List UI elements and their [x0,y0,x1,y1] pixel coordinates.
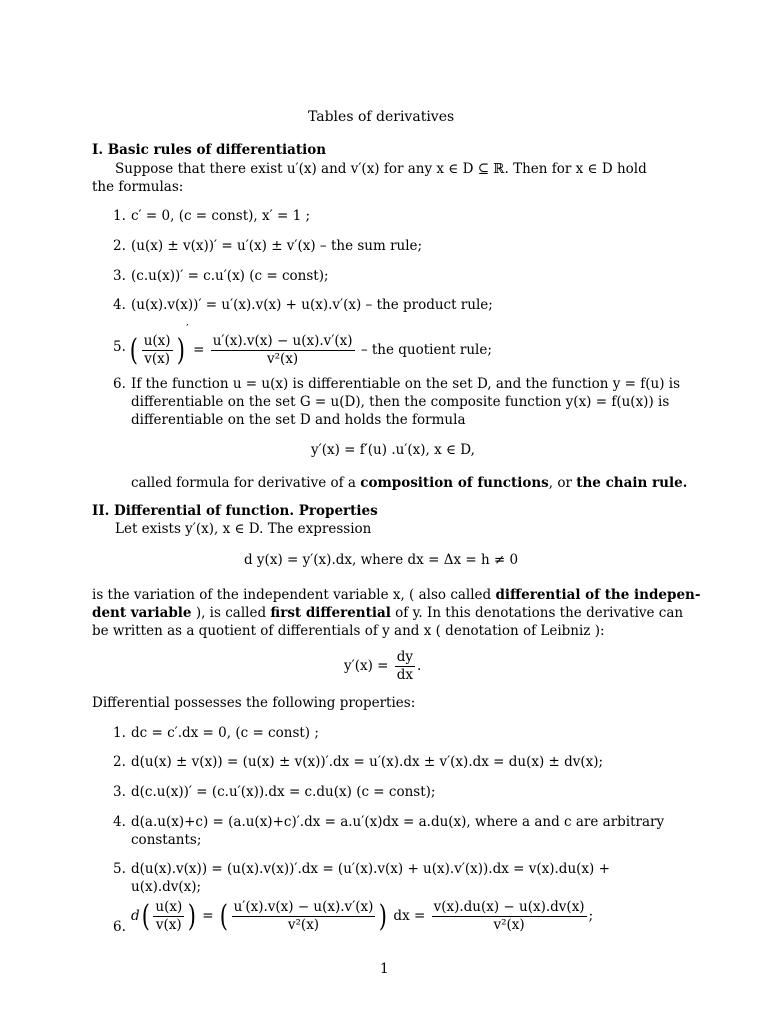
right-paren: ) [379,898,388,934]
property-quotient: d( $\frac{u(x)}{v(x)}$ ) = ( $\frac{u'(x).v(x) - u(x).v'(x)}{\text{v²(x)}}$ ) dx = $\frac{v(x).du(x) - u(x).dv(x)}{\text{v²(x)}}$ ; [131,898,594,934]
paragraph-line-2: dent variable ), is called first differential of y. In this denotations the derivative can [92,605,684,621]
left-paren: ( [129,332,138,368]
fraction: $\frac{dy}{dx}$ [396,649,414,683]
chain-rule-caption: called formula for derivative of a composition of functions, or the chain rule. [131,475,688,491]
fraction: $\frac{u(x)}{v(x)}$ [155,899,183,933]
right-paren: ) [187,898,197,934]
property-number: 4. [113,814,126,830]
property-linear: d(a.u(x)+c) = (a.u(x)+c)′.dx = a.u′(x)dx = a.du(x), where a and c are arbitrary [131,814,665,830]
property-linear-cont: constants; [131,832,202,848]
paragraph-line-3: be written as a quotient of differentials of y and x ( denotation of Leibniz ): [92,623,605,639]
property-sum: d(u(x) ± v(x)) = (u(x) ± v(x))′.dx = u′(x).dx ± v′(x).dx = du(x) ± dv(x); [131,754,604,770]
property-constant: dc = c′.dx = 0, (c = const) ; [131,725,319,741]
rule-sum: (u(x) ± v(x))′ = u′(x) ± v′(x) – the sum rule; [131,238,423,254]
rule-chain-text-3: differentiable on the set D and holds the formula [131,412,466,428]
rule-number: 1. [113,208,126,224]
right-paren: ) [176,332,185,368]
rule-chain-text: If the function u = u(x) is differentiable on the set D, and the function y = f(u) is [131,376,681,392]
property-number: 1. [113,725,126,741]
property-product: d(u(x).v(x)) = (u(x).v(x))′.dx = (u′(x).v(x) + u(x).v′(x)).dx = v(x).du(x) + [131,861,610,877]
leibniz-formula: y′(x) = $\frac{dy}{dx}$ . [344,649,422,683]
rule-number: 5. [113,339,126,355]
rule-number: 6. [113,376,126,392]
property-constant-multiple: d(c.u(x))′ = (c.u′(x)).dx = c.du(x) (c = const); [131,784,436,800]
rule-number: 3. [113,268,126,284]
property-number: 3. [113,784,126,800]
section-2-intro: Let exists y′(x), x ∈ D. The expression [115,521,372,537]
left-paren: ( [141,898,150,934]
page-number: 1 [380,961,389,977]
section-1-intro-cont: the formulas: [92,179,184,195]
rule-number: 4. [113,297,126,313]
property-number: 6. [113,919,126,935]
paragraph-line-1: is the variation of the independent variable x, ( also called differential of the indepen- [92,587,701,603]
rule-quotient: ( $\frac{u(x)}{v(x)}$ )′ = $\frac{u'(x).v(x) - u(x).v'(x)}{\text{v²(x)}}$ – the quotient rule; [129,322,492,368]
left-paren: ( [219,898,228,934]
page-title: Tables of derivatives [308,109,455,125]
section-1-heading: I. Basic rules of differentiation [92,142,327,158]
section-1-intro: Suppose that there exist u′(x) and v′(x) for any x ∈ D ⊆ ℝ. Then for x ∈ D hold [115,161,647,177]
property-number: 5. [113,861,126,877]
fraction: $\frac{v(x).du(x) - u(x).dv(x)}{\text{v²(x)}}$ [433,899,585,933]
fraction: $\frac{u'(x).v(x) - u(x).v'(x)}{\text{v²(x)}}$ [212,333,353,367]
rule-constant-multiple: (c.u(x))′ = c.u′(x) (c = const); [131,268,329,284]
property-number: 2. [113,754,126,770]
differential-formula: d y(x) = y′(x).dx, where dx = Δx = h ≠ 0 [244,552,519,568]
property-product-cont: u(x).dv(x); [131,879,202,895]
rule-chain-text-2: differentiable on the set G = u(D), then the composite function y(x) = f(u(x)) is [131,394,670,410]
fraction: $\frac{u(x)}{v(x)}$ [143,333,171,367]
chain-rule-formula: y′(x) = f′(u) .u′(x), x ∈ D, [311,442,475,458]
section-2-heading: II. Differential of function. Properties [92,503,378,519]
fraction: $\frac{u'(x).v(x) - u(x).v'(x)}{\text{v²(x)}}$ [233,899,374,933]
rule-constant-derivative: c′ = 0, (c = const), x′ = 1 ; [131,208,311,224]
rule-product: (u(x).v(x))′ = u′(x).v(x) + u(x).v′(x) – the product rule; [131,297,493,313]
rule-number: 2. [113,238,126,254]
properties-intro: Differential possesses the following properties: [92,695,416,711]
